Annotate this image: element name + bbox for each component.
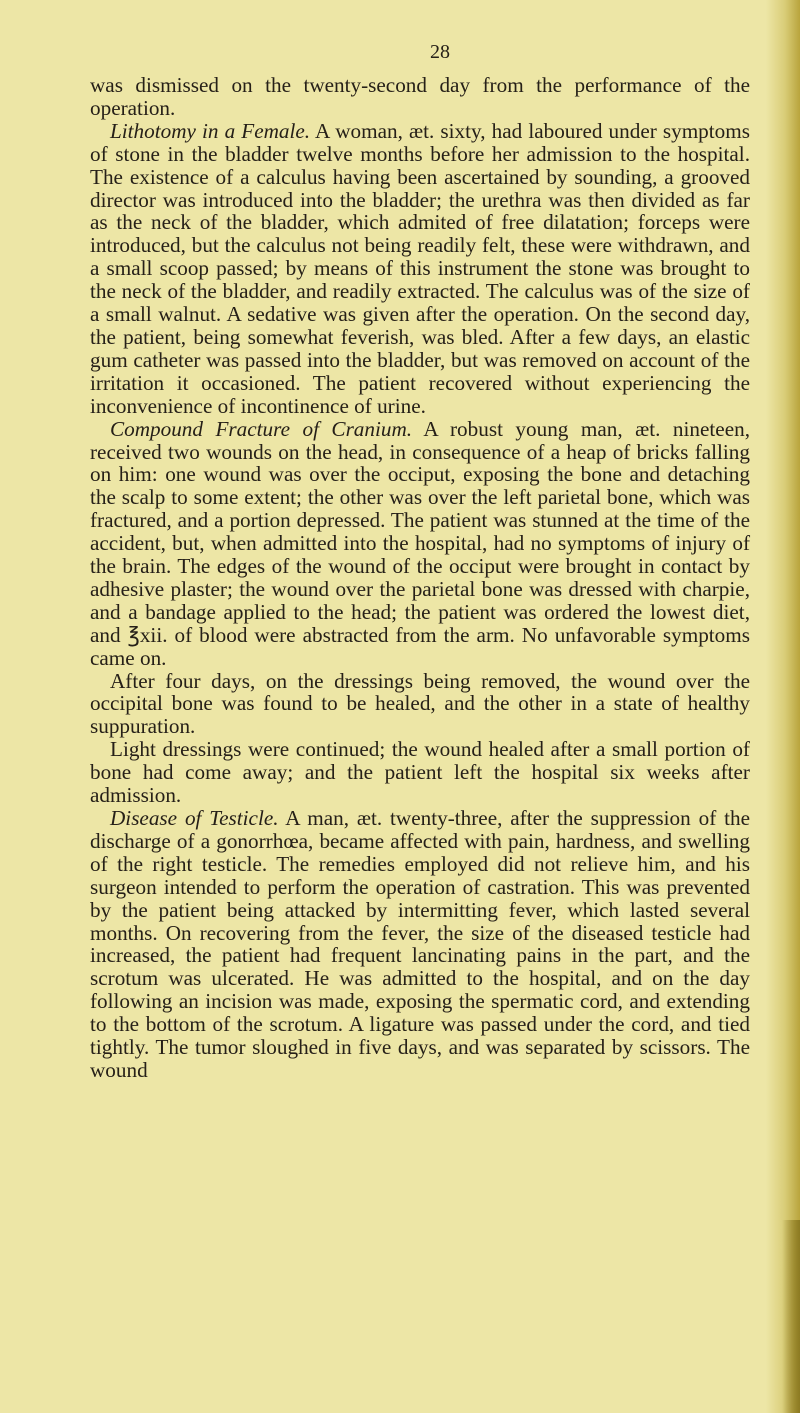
- section-heading: Compound Fracture of Cranium.: [110, 416, 413, 441]
- paragraph-body: A robust young man, æt. nineteen, received two wounds on the head, in consequence of a heap of bricks falling on him: one wound was over the occiput, exposing the bone and detaching the scalp to some extent; the other was over the left parietal bone, which was fractured, and a portion depressed. The patient was stunned at the time of the accident, but, when admitted into the hospital, had no symptoms of injury of the brain. The edges of the wound of the occiput were brought in contact by adhesive plaster; the wound over the parietal bone was dressed with charpie, and a bandage applied to the head; the patient was ordered the lowest diet, and ℥xii. of blood were abstracted from the arm. No unfavorable symptoms came on.: [90, 416, 750, 670]
- paragraph-disease-testicle: [90, 807, 750, 1082]
- paragraph-body: Light dressings were continued; the wound healed after a small portion of bone had come away; and the patient left the hospital six weeks after admission.: [90, 737, 750, 808]
- section-heading: Lithotomy in a Female.: [110, 118, 311, 143]
- paragraph-after-four-days: [90, 670, 750, 739]
- paragraph-lithotomy: [90, 120, 750, 418]
- paragraph-body: A man, æt. twenty-three, after the suppression of the discharge of a gonorrhœa, became affected with pain, hardness, and swelling of the right testicle. The remedies employed did not relieve him, and his surgeon intended to perform the operation of castration. This was prevented by the patient being attacked by intermitting fever, which lasted several months. On recovering from the fever, the size of the diseased testicle had increased, the patient had frequent lancinating pains in the part, and the scrotum was ulcerated. He was admitted to the hospital, and on the day following an incision was made, exposing the spermatic cord, and extending to the bottom of the scrotum. A ligature was passed under the cord, and tied tightly. The tumor sloughed in five days, and was separated by scissors. The wound: [90, 806, 750, 1082]
- paragraph-continuation: [90, 74, 750, 120]
- page-edge-shadow-bottom: [782, 1220, 800, 1413]
- section-heading: Disease of Testicle.: [110, 806, 279, 830]
- page-number: 28: [430, 41, 450, 63]
- paragraph-compound-fracture: [90, 418, 750, 670]
- paragraph-light-dressings: [90, 738, 750, 807]
- paragraph-body: was dismissed on the twenty-second day from the performance of the operation.: [90, 73, 750, 120]
- paragraph-body: A woman, æt. sixty, had laboured under symptoms of stone in the bladder twelve months before her admission to the hospital. The existence of a calculus having been ascertained by sounding, a grooved director was introduced into the bladder; the urethra was then divided as far as the neck of the bladder, which admited of free dilatation; forceps were introduced, but the calculus not being readily felt, these were withdrawn, and a small scoop passed; by means of this instrument the stone was brought to the neck of the bladder, and readily extracted. The calculus was of the size of a small walnut. A sedative was given after the operation. On the second day, the patient, being somewhat feverish, was bled. After a few days, an elastic gum catheter was passed into the bladder, but was removed on account of the irritation it occasioned. The patient recovered without experiencing the inconvenience of incontinence of urine.: [90, 118, 750, 418]
- book-page: [90, 40, 750, 1082]
- paragraph-body: After four days, on the dressings being removed, the wound over the occipital bone was found to be healed, and the other in a state of healthy suppuration.: [90, 668, 750, 739]
- page-edge-shadow: [766, 0, 800, 1413]
